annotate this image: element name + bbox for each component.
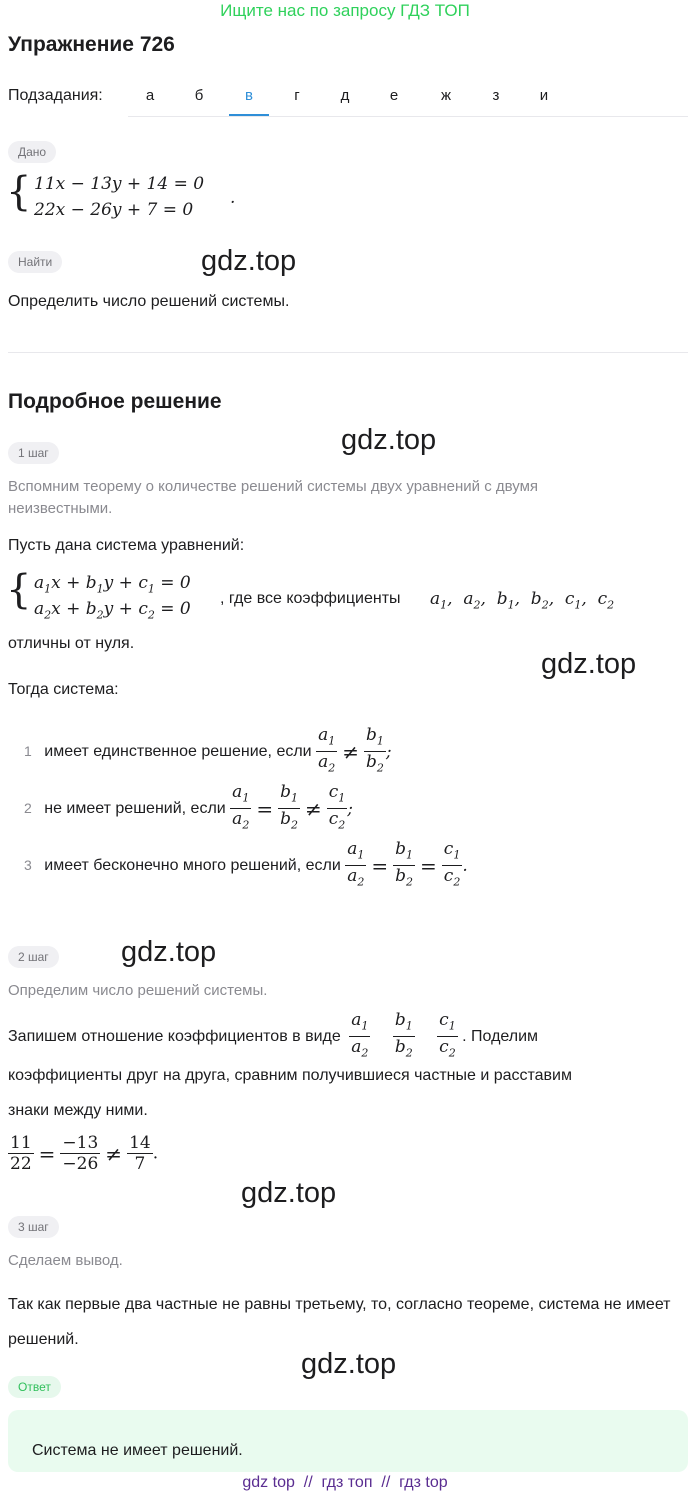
step1-hint: Вспомним теорему о количестве решений системы двух уравнений с двумя неизвестными. xyxy=(8,478,539,517)
tab-b[interactable]: б xyxy=(194,87,204,104)
ratio-c: $\frac{14}{7}$ xyxy=(129,1133,151,1174)
given-pill: Дано xyxy=(8,141,56,163)
frac-b1-b2: $\frac{b_1}{b_2}$ xyxy=(395,839,414,889)
step3-hint: Сделаем вывод. xyxy=(8,1252,123,1269)
watermark-1: gdz.top xyxy=(201,245,297,277)
condition-1: 1 имеет единственное решение, если $\frac{a_1}{a_2}$ ≠ $\frac{b_1}{b_2}$ ; xyxy=(24,725,392,779)
step2-pill: 2 шаг xyxy=(8,946,59,968)
condition-2: 2 не имеет решений, если $\frac{a_1}{a_2}$ = $\frac{b_1}{b_2}$ ≠ $\frac{c_1}{c_2}$ ; xyxy=(24,782,353,836)
system-brace: { xyxy=(6,169,32,215)
condition-1-number: 1 xyxy=(24,743,32,760)
frac-b1-b2: $\frac{b_1}{b_2}$ xyxy=(365,725,384,775)
step2-hint: Определим число решений системы. xyxy=(8,982,268,999)
ratio-b: $\frac{-13}{-26}$ xyxy=(62,1133,99,1174)
frac-b1-b2: $\frac{b_1}{b_2}$ xyxy=(394,1010,413,1060)
footer-links[interactable]: gdz top // гдз топ // гдз top xyxy=(242,1474,448,1491)
section-divider xyxy=(8,352,688,353)
watermark-4: gdz.top xyxy=(121,936,217,968)
frac-a1-a2: $\frac{a_1}{a_2}$ xyxy=(351,1010,369,1060)
step3-text: Так как первые два частные не равны третьему, то, согласно теореме, система не имеет решений. xyxy=(8,1296,671,1348)
watermark-6: gdz.top xyxy=(301,1348,397,1380)
subtasks-label: Подзадания: xyxy=(8,87,103,104)
active-tab-indicator xyxy=(229,114,269,116)
ratio-a: $\frac{11}{22}$ xyxy=(10,1133,32,1174)
eq-sign: = xyxy=(420,853,437,878)
frac-c1-c2: $\frac{c_1}{c_2}$ xyxy=(443,839,461,889)
step2-text-b: . Поделим xyxy=(462,1027,539,1045)
eq-sign: = xyxy=(256,796,274,821)
neq-sign: ≠ xyxy=(105,1141,123,1166)
given-equation-2: 22x − 26y + 7 = 0 xyxy=(34,200,194,220)
watermark-2: gdz.top xyxy=(341,424,437,456)
tab-i[interactable]: и xyxy=(539,87,549,104)
frac-c1-c2: $\frac{c_1}{c_2}$ xyxy=(439,1010,456,1060)
frac-b1-b2: $\frac{b_1}{b_2}$ xyxy=(280,782,298,832)
frac-a1-a2: $\frac{a_1}{a_2}$ xyxy=(347,839,365,889)
frac-c1-c2: $\frac{c_1}{c_2}$ xyxy=(328,782,346,832)
tab-d[interactable]: д xyxy=(340,87,350,104)
condition-2-text: не имеет решений, если xyxy=(44,799,226,817)
tab-a[interactable]: а xyxy=(145,87,155,104)
condition-3: 3 имеет бесконечно много решений, если $\frac{a_1}{a_2}$ = $\frac{b_1}{b_2}$ = $\frac{c_1}{c_2}$ . xyxy=(24,839,468,893)
step2-text-a: Запишем отношение коэффициентов в виде xyxy=(8,1027,341,1045)
answer-text: Система не имеет решений. xyxy=(32,1442,243,1459)
step2-text-c: коэффициенты друг на друга, сравним получившиеся частные и расставим xyxy=(8,1067,572,1084)
given-equation-1: 11x − 13y + 14 = 0 xyxy=(34,174,205,194)
step1-pill: 1 шаг xyxy=(8,442,59,464)
then-text: Тогда система: xyxy=(8,681,119,698)
solution-title: Подробное решение xyxy=(8,390,222,413)
step1-intro: Пусть дана система уравнений: xyxy=(8,537,245,554)
coef-text: , где все коэффициенты xyxy=(220,590,401,607)
top-banner[interactable]: Ищите нас по запросу ГДЗ ТОП xyxy=(220,1,470,20)
tab-v[interactable]: в xyxy=(245,87,253,104)
tab-z[interactable]: з xyxy=(492,87,500,104)
find-pill: Найти xyxy=(8,251,62,273)
watermark-5: gdz.top xyxy=(241,1177,337,1209)
coef-list: $a_1$, $a_2$, $b_1$, $b_2$, $c_1$, $c_2$ xyxy=(430,589,615,612)
frac-a1-a2: $\frac{a_1}{a_2}$ xyxy=(318,725,336,775)
find-text: Определить число решений системы. xyxy=(8,293,290,310)
watermark-3: gdz.top xyxy=(541,648,637,680)
neq-sign: ≠ xyxy=(342,739,359,764)
tab-zh[interactable]: ж xyxy=(440,87,452,104)
subtasks-tabs xyxy=(128,76,688,117)
ratio-comparison: $\frac{11}{22}$ = $\frac{-13}{-26}$ ≠ $\frac{14}{7}$ . xyxy=(10,1133,159,1174)
step2-line-1 xyxy=(8,1010,538,1064)
general-equation-2: $a_2x + b_2y + c_2 = 0$ xyxy=(34,599,191,622)
tab-g[interactable]: г xyxy=(294,87,300,104)
nonzero-text: отличны от нуля. xyxy=(8,635,135,652)
given-period: . xyxy=(230,188,236,208)
page-title: Упражнение 726 xyxy=(8,33,175,56)
condition-3-number: 3 xyxy=(24,857,32,874)
condition-1-text: имеет единственное решение, если xyxy=(44,742,312,760)
eq-sign: = xyxy=(38,1141,56,1166)
neq-sign: ≠ xyxy=(304,796,322,821)
answer-pill: Ответ xyxy=(8,1376,61,1398)
eq-sign: = xyxy=(371,853,389,878)
step3-pill: 3 шаг xyxy=(8,1216,59,1238)
tab-e[interactable]: е xyxy=(389,87,399,104)
general-system-brace: { xyxy=(6,567,32,613)
step2-text-d: знаки между ними. xyxy=(8,1102,148,1119)
condition-2-number: 2 xyxy=(24,800,32,817)
condition-3-text: имеет бесконечно много решений, если xyxy=(44,856,341,874)
general-equation-1: $a_1x + b_1y + c_1 = 0$ xyxy=(34,573,191,596)
frac-a1-a2: $\frac{a_1}{a_2}$ xyxy=(232,782,250,832)
